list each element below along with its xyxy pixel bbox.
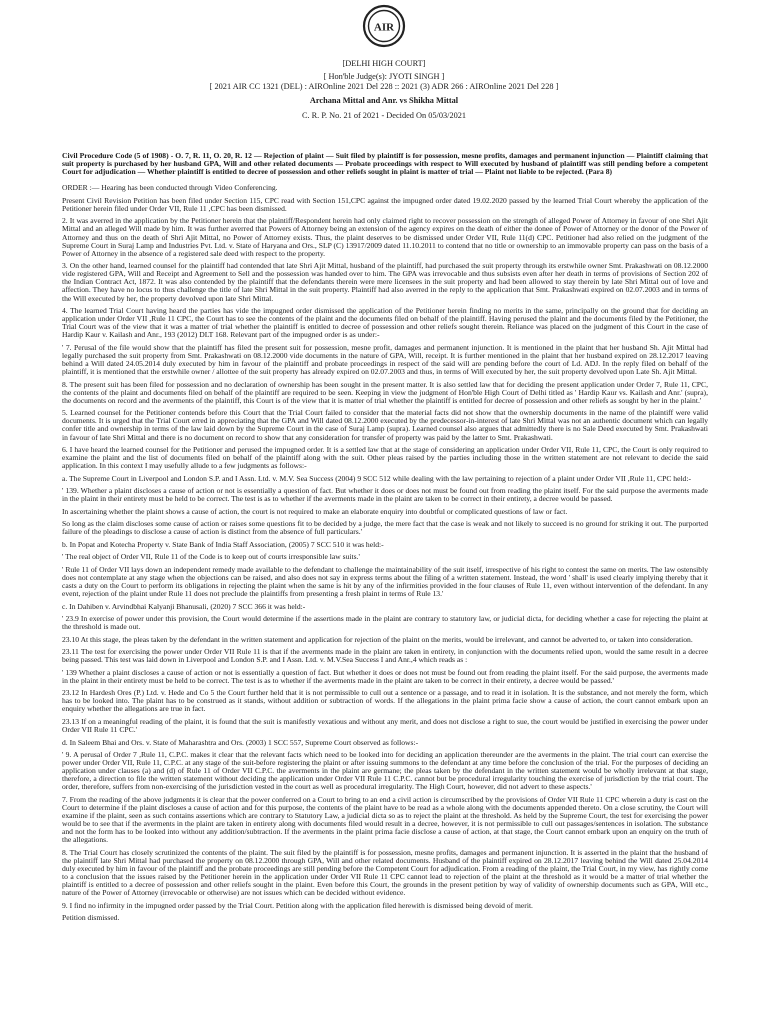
paragraph: 9. I find no infirmity in the impugned order passed by the Trial Court. Petition along with the application filed herewith is dismissed being devoid of merit. [62, 900, 533, 910]
paragraph: 8. The Trial Court has closely scrutinized the contents of the plaint. The suit filed by the plaintiff is for possession, mesne profits, damages and permanent injunction. It is asserted in the plaint that the husband of the plaintiff late Shri Mittal had purchased the property on 08.12.2000 through GPA, Will and other related documents. Husband of the plaintiff expired on 28.12.2017 leaving behind the Will dated 25.04.2014 duly executed by him in favour of the plaintiff and the probate proceedings are still pending before the Competent Court for adjudication. From a reading of the plaint, the Trial Court, in my view, has rightly come to a conclusion that the issues raised by the Petitioner herein in the application under Order VII Rule 11 CPC cannot lead to rejection of the plaint at the threshold as it would be a matter of trial whether the plaintiff is entitled to a decree of possession and other reliefs sought in the plaint. Even before this Court, the grounds in the present petition by way of validity of ownership documents such as GPA, Will etc., nature of the Power of Attorney (irrevocable or otherwise) are not issues which can be decided without evidence. [62, 847, 708, 898]
paragraph: 23.12 In Hardesh Ores (P.) Ltd. v. Hede and Co 5 the Court further held that it is not permissible to cull out a sentence or a passage, and to read it in isolation. It is the substance, and not merely the form, which has to be looked into. The plaint has to be construed as it stands, without addition or subtraction of words. If the allegations in the plaint prima facie show a cause of action, the court cannot embark upon an enquiry whether the allegations are true in fact. [62, 688, 708, 714]
paragraph-list [62, 184, 708, 922]
paragraph: ' 9. A perusal of Order 7 ,Rule 11, C.P.C. makes it clear that the relevant facts which need to be looked into for deciding an application thereunder are the averments in the plaint. The trial court can exercise the power under Order VII, Rule 11, C.P.C. at any stage of the suit-before registering the plaint or after issuing summons to the defendant at any time before the conclusion of the trial. For the purposes of deciding an application under clauses (a) and (d) of Rule 11 of Order VII C.P.C. the averments in the plaint are germane; the pleas taken by the defendant in the written statement would be wholly irrelevant at that stage, therefore, a direction to file the written statement without deciding the application under Order VII Rule 11 C.P.C. cannot but be procedural irregularity touching the exercise of jurisdiction by the trial court. The order, therefore, suffers from non-exercising of the jurisdiction vested in the court as well as procedural irregularity. The High Court, however, did not advert to these aspects.' [62, 750, 708, 792]
paragraph: So long as the claim discloses some cause of action or raises some questions fit to be decided by a judge, the mere fact that the case is weak and not likely to succeed is no ground for striking it out. The purported failure of the pleadings to disclose a cause of action is distinct from the absence of full particulars.' [62, 519, 708, 537]
paragraph: 8. The present suit has been filed for possession and no declaration of ownership has been sought in the present matter. It is also settled law that for deciding the present application under Order 7, Rule 11, CPC, the contents of the plaint and documents filed on behalf of the plaintiff are required to be seen. Keeping in view the judgment of Hon'ble High Court of Delhi titled as ' Hardip Kaur vs. Kailash and Anr.' (supra), the documents on record and the averments of the plaintiff, this Court is of the view that it is matter of trial whether the plaintiff is entitled for decree of possession and other reliefs as sought by her in the plaint.' [62, 379, 708, 405]
paragraph: Petition dismissed. [62, 913, 120, 923]
paragraph: ' 7. Perusal of the file would show that the plaintiff has filed the present suit for possession, mesne profit, damages and permanent injunction. It is mentioned in the plaint that her husband Sh. Ajit Mittal had legally purchased the suit property from Smt. Prakashwati on 08.12.2000 vide documents in the nature of GPA, Will, receipt. It is further mentioned in the plaint that her husband expired on 28.12.2017 leaving behind a Will dated 24.05.2014 duly executed by him in favour of the plaintiff and probate proceedings in respect of the said will are pending before the court of Ld. ADJ. In the reply filed on behalf of the plaintiff, it is mentioned that the erstwhile owner / allottee of the suit property has already expired on 02.07.2003 and thus, in terms of Will executed by her, the suit property devolved upon Late Sh. Ajit Mittal. [62, 342, 708, 377]
paragraph: b. In Popat and Kotecha Property v. State Bank of India Staff Association, (2005) 7 SCC 510 it was held:- [62, 539, 384, 549]
paragraph: 6. I have heard the learned counsel for the Petitioner and perused the impugned order. It is a settled law that at the stage of considering an application under Order VII, Rule 11, CPC, the Court is only required to examine the plaint and the list of documents filed on behalf of the plaintiff along with the suit. Other pleas raised by the parties including those in the written statement are not relevant to decide the said application. In this context I may usefully allude to a few judgments as follows:- [62, 445, 708, 471]
paragraph: ' Rule 11 of Order VII lays down an independent remedy made available to the defendant to challenge the maintainability of the suit itself, irrespective of his right to contest the same on merits. The law ostensibly does not contemplate at any stage when the objections can be raised, and also does not say in express terms about the filing of a written statement. Instead, the word ' shall' is used clearly implying thereby that it casts a duty on the Court to perform its obligations in rejecting the plaint when the same is hit by any of the infirmities provided in the four clauses of Rule 11, even without intervention of the defendant. In any event, rejection of the plaint under Rule 11 does not preclude the plaintiffs from presenting a fresh plaint in terms of Rule 13.' [62, 564, 708, 599]
headnote: Civil Procedure Code (5 of 1908) - O. 7, R. 11, O. 20, R. 12 — Rejection of plaint — Suit filed by plaintiff is for possession, mesne profits, damages and permanent injunction — Plaintiff claiming that suit property is purchased by her husband GPA, Will and other related documents — Probate proceedings with respect to Will executed by husband of plaintiff was still pending before a competent Court for adjudication — Whether plaintiff is entitled to decree of possession and other reliefs sought in plaint is matter of trial — Plaint not liable to be rejected. (Para 8) [62, 152, 708, 177]
paragraph: c. In Dahiben v. Arvindbhai Kalyanji Bhanusali, (2020) 7 SCC 366 it was held:- [62, 601, 306, 611]
publisher-logo-icon [362, 4, 406, 48]
paragraph: d. In Saleem Bhai and Ors. v. State of Maharashtra and Ors. (2003) 1 SCC 557, Supreme Court observed as follows:- [62, 737, 419, 747]
paragraph: a. The Supreme Court in Liverpool and London S.P. and I Assn. Ltd. v. M.V. Sea Success (2004) 9 SCC 512 while dealing with the law pertaining to rejection of a plaint under Order VII ,Rule 11, CPC held:- [62, 473, 691, 483]
paragraph: 23.13 If on a meaningful reading of the plaint, it is found that the suit is manifestly vexatious and without any merit, and does not disclose a right to sue, the court would be justified in exercising the power under Order VII Rule 11 CPC.' [62, 716, 708, 735]
paragraph: 23.10 At this stage, the pleas taken by the defendant in the written statement and application for rejection of the plaint on the merits, would be irrelevant, and cannot be adverted to, or taken into consideration. [62, 634, 693, 644]
paragraph: ORDER :— Hearing has been conducted through Video Conferencing. [62, 183, 278, 193]
paragraph: In ascertaining whether the plaint shows a cause of action, the court is not required to make an elaborate enquiry into doubtful or complicated questions of law or fact. [62, 506, 568, 516]
paragraph: 3. On the other hand, learned counsel for the plaintiff had contended that late Shri Ajit Mittal, husband of the plaintiff, had purchased the suit property through its erstwhile owner Smt. Prakashwati on 08.12.2000 vide registered GPA, Will and Receipt and Agreement to Sell and the possession was handed over to him. The GPA was irrevocable and thus subsists even after her death in terms of provisions of Section 202 of the Indian Contract Act, 1872. It was also contended by the plaintiff that the defendants therein were mere licensees in the suit property and had been allowed to stay therein by late Shri Mittal out of love and affection. They have no locus to thus challenge the title of late Shri Mittal in the suit property. Plaintiff had also averred in the reply to the application that Smt. Prakashwati expired on 02.07.2003 and in terms of the Will executed by her, the property devolved upon late Shri Mittal. [62, 261, 708, 303]
citations-line: [ 2021 AIR CC 1321 (DEL) : AIROnline 2021 Del 228 :: 2021 (3) ADR 266 : AIROnline 2021 Del 228 ] [209, 82, 559, 91]
paragraph: 5. Learned counsel for the Petitioner contends before this Court that the Trial Court failed to consider that the material facts did not show that the ownership documents in the name of the plaintiff were valid documents. It is urged that the Trial Court erred in appreciating that the GPA and Will dated 08.12.2000 executed by the predecessor-in-interest of late Shri Mittal was not an authentic document which can legally confer title and ownership in terms of the law laid down by the Supreme Court in the case of Suraj Lamp (supra). Learned counsel also argues that admittedly there is no Sale Deed executed by Smt. Prakashwati in favour of late Shri Mittal and there is no document on record to show that any consideration for transfer of property was paid by the latter to Smt. Prakashwati. [62, 408, 708, 442]
paragraph: 4. The learned Trial Court having heard the parties has vide the impugned order dismissed the application of the Petitioner herein finding no merits in the same, principally on the ground that for deciding an application under Order VII ,Rule 11 CPC, the Court has to see the contents of the plaint and the documents filed on behalf of the plaintiff. Having perused the plaint and the documents filed by the Petitioner, the Trial Court was of the view that it was a matter of trial whether the plaintiff is entitled to decree of possession and other reliefs sought therein. Reliance was placed on the judgment of this Court in the case of Hardip Kaur v. Kailash and Anr., 193 (2012) DLT 168. Relevant part of the impugned order is as under:- [62, 306, 708, 340]
paragraph: ' The real object of Order VII, Rule 11 of the Code is to keep out of courts irresponsible law suits.' [62, 552, 360, 562]
paragraph: ' 139 Whether a plaint discloses a cause of action or not is essentially a question of fact. But whether it does or does not must be found out from reading the plaint itself. For the said purpose, the averments made in the plaint in their entirety must be held to be correct. The test is as to whether if the averments made in the plaint are taken to be correct in their entirety, a decree would be passed.' [62, 667, 708, 685]
parties-line: Archana Mittal and Anr. vs Shikha Mittal [309, 96, 459, 105]
paragraph: Present Civil Revision Petition has been filed under Section 115, CPC read with Section 151,CPC against the impugned order dated 19.02.2020 passed by the learned Trial Court whereby the application of the Petitioner herein filed under Order VII, Rule 11 ,CPC has been dismissed. [62, 195, 708, 213]
judgment-body [62, 152, 708, 1020]
judges-line: [ Hon'ble Judge(s): JYOTI SINGH ] [323, 72, 445, 81]
paragraph: ' 23.9 In exercise of power under this provision, the Court would determine if the assertions made in the plaint are contrary to statutory law, or judicial dicta, for deciding whether a case for rejecting the plaint at the threshold is made out. [62, 614, 708, 632]
paragraph: 7. From the reading of the above judgments it is clear that the power conferred on a Court to bring to an end a civil action is circumscribed by the provisions of Order VII Rule 11 CPC wherein a duty is cast on the Court to determine if the plaint discloses a cause of action and for this purpose, the contents of the plaint have to be read as a whole along with the documents appended thereto. On a close scrutiny, the Court will examine if the plaint, seen as such contains assertions which are contrary to Statutory Law, a judicial dicta so as to reject the plaint at the threshold. As held by the Supreme Court, the test for exercising the power would be to see that if the averments in the plaint are taken in entirety along with documents filed would result in a decree, however, it is not permissible to cull out passages/sentences in isolation. The substance and not the form has to be looked into without any addition/subtraction. If the averments in the plaint prima facie disclose a cause of action, at that stage, the Court cannot embark upon an enquiry on the truth of the allegations. [62, 794, 708, 845]
paragraph: 23.11 The test for exercising the power under Order VII Rule 11 is that if the averments made in the plaint are taken in entirety, in conjunction with the documents relied upon, would the same result in a decree being passed. This test was laid down in Liverpool and London S.P. and I Assn. Ltd. v. M.V.Sea Success I and Anr.,4 which reads as : [62, 647, 708, 665]
paragraph: 2. It was averred in the application by the Petitioner herein that the plaintiff/Respondent herein had only claimed right to recover possession on the strength of alleged Power of Attorney in favour of one Shri Ajit Mittal and an alleged Will made by him. It was further averred that Powers of Attorney being an extension of the agency expires on the death of either the donee of Power of Attorney or the donor of the Power of Attorney and thus on the death of Shri Ajit Mittal, no Power of Attorney exists. Thus, the plaint deserves to be dismissed under Order VII, Rule 11(d) CPC. Petitioner had also relied on the judgment of the Supreme Court in Suraj Lamp and Industries Pvt. Ltd. v. State of Haryana and Ors., SLP (C) 13917/2009 dated 11.10.2011 to contend that no title or ownership to an immovable property can pass on the basis of a Power of Attorney in the absence of a registered sale deed with respect to the property. [62, 216, 708, 258]
svg-text:AIR: AIR [373, 21, 395, 34]
court-name: [DELHI HIGH COURT] [342, 59, 426, 68]
case-number-line: C. R. P. No. 21 of 2021 - Decided On 05/03/2021 [301, 111, 467, 120]
paragraph: ' 139. Whether a plaint discloses a cause of action or not is essentially a question of fact. But whether it does or does not must be found out from reading the plaint itself. For the said purpose the averments made in the plaint in their entirety must be held to be correct. The test is as to whether if the averments made in the plaint are taken to be correct in their entirety, a decree would be passed. [62, 486, 708, 504]
